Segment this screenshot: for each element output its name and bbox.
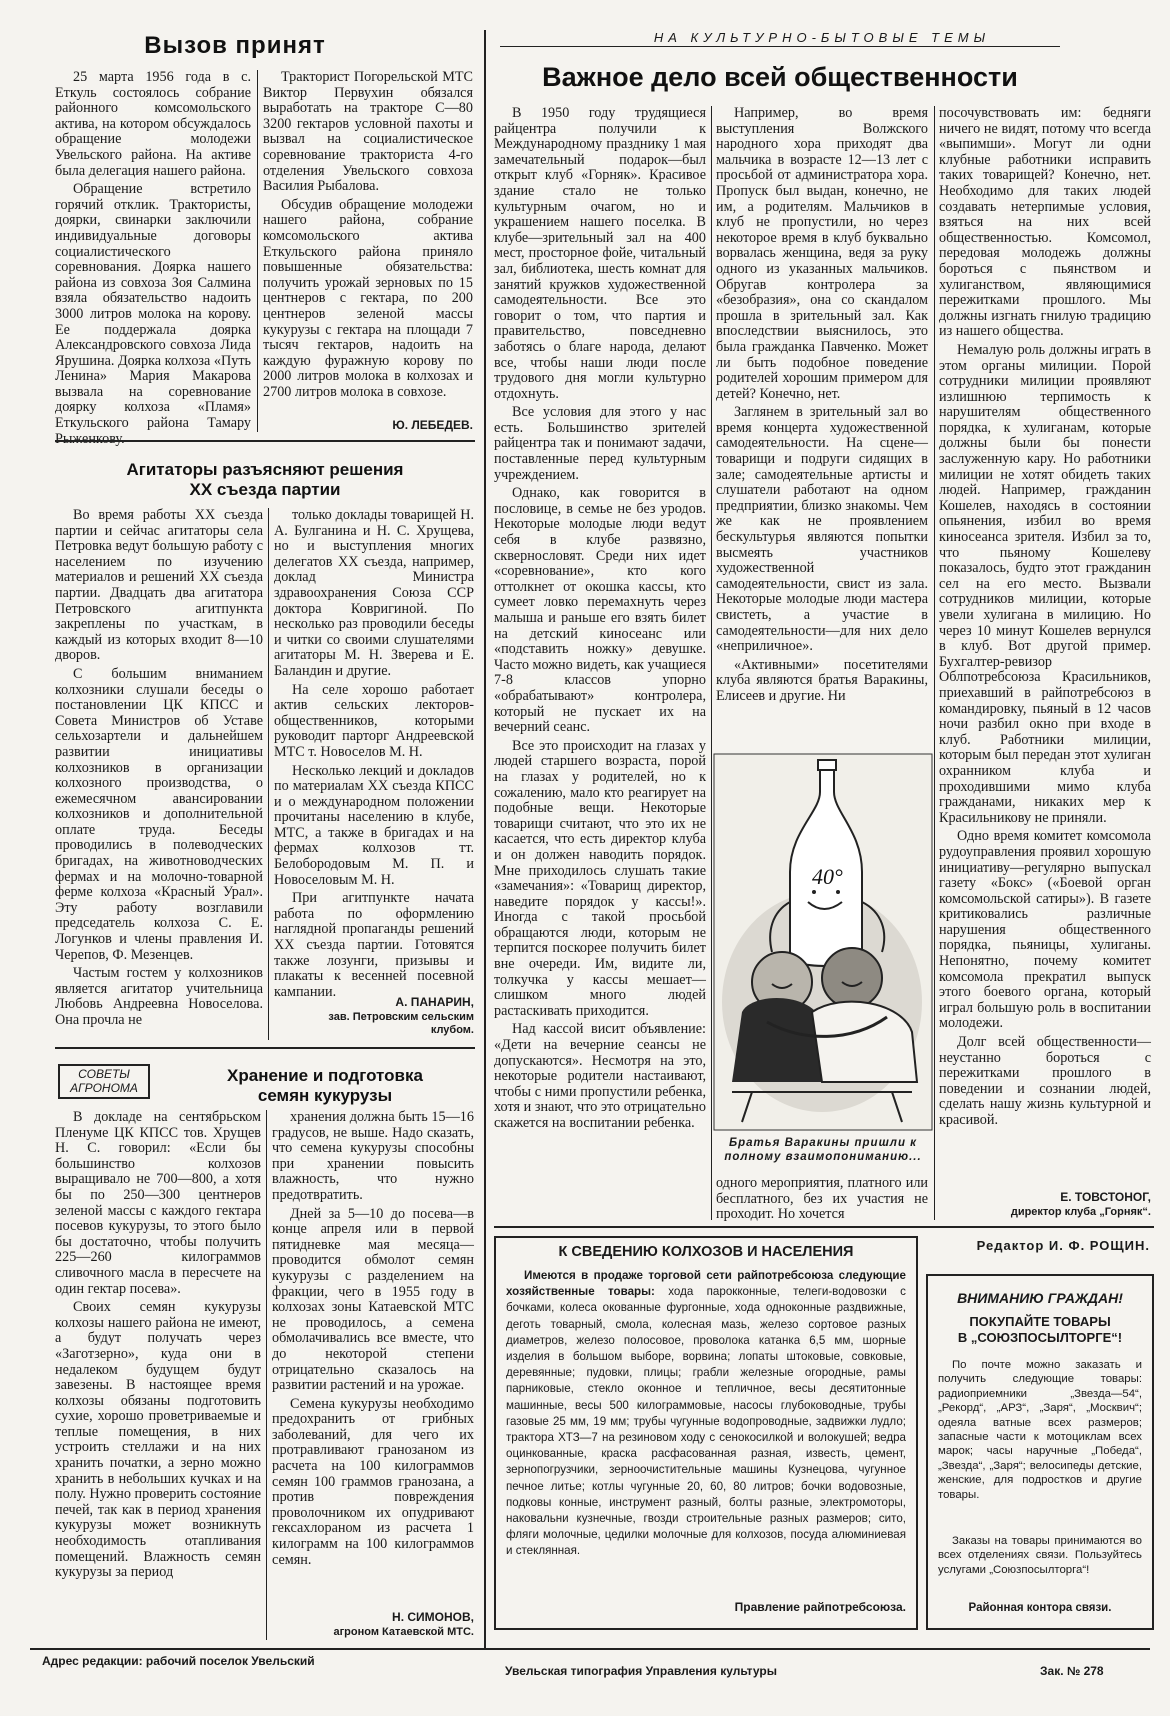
vazhnoe-column-2-bottom bbox=[716, 1175, 928, 1223]
sovety-box-line1: СОВЕТЫ bbox=[78, 1067, 130, 1081]
agitatory-column-2 bbox=[274, 507, 474, 1000]
paragraph: Обращение встретило горячий отклик. Трактористы, доярки, свинарки заключили индивидуальные договоры социалистического соревнования. Доярка нашего района из совхоза Зоя Салмина взяла обязательство надоить 3000 литров молока на корову. Ее поддержала доярка Александровского совхоза Лида Ярушина. Доярка колхоза «Путь Ленина» Мария Макарова вызвала на соревнование доярку колхоза «Пламя» Еткульского района Тамару Рыженкову. bbox=[55, 181, 251, 447]
sovety-agronoma-box bbox=[58, 1064, 150, 1099]
paragraph: «Активными» посетителями клуба являются братья Варакины, Елисеев и другие. Ни bbox=[716, 656, 928, 704]
paragraph: Несколько лекций и докладов по материалам XX съезда КПСС и о международном положении прочитаны населению в клубе, МТС, а также в бригадах и на фермах колхозов тт. Белобородовым М. П. и Новоселовым М. Н. bbox=[274, 762, 474, 888]
vazhnoe-column-3 bbox=[939, 106, 1151, 1186]
footer-printer: Увельская типография Управления культуры bbox=[505, 1664, 777, 1678]
column-divider bbox=[266, 1110, 267, 1640]
sovety-title-line2: семян кукурузы bbox=[257, 1086, 393, 1105]
sovety-signature-role: агроном Катаевской МТС. bbox=[333, 1626, 474, 1638]
paragraph: Все условия для этого у нас есть. Большинство зрителей райцентра так и понимают задачи, поставленные перед культурным учреждением. bbox=[494, 404, 706, 483]
footer-address: Адрес редакции: рабочий поселок Увельский bbox=[42, 1654, 315, 1668]
soyuz-body: По почте можно заказать и получить следующие товары: радиоприемники „Звезда—54“, „Рекорд“, „АРЗ“, „Заря“, „Москвич“; одеяла ватные всех размеров; запасные части к мотоциклам всех марок; часы наручные „Победа“, „Звезда“, „Заря“; велосипеды детские, женские, для подростков и другие товары. bbox=[938, 1359, 1142, 1501]
paragraph: Однако, как говорится в пословице, в семье не без уродов. Некоторые молодые люди ведут себя в клубе развязно, сквернословят. Среди них идет «соревнование», кто кого оттолкнет от окошка кассы, кто сумеет ловко перемахнуть через малыша и раньше его взять билет на детский киносеанс или «подставить ножку» девушке. Часто можно видеть, как учащиеся 7-8 классов упорно «обрабатывают» контролера, который не пускает их на вечерний сеанс. bbox=[494, 485, 706, 736]
header-rule bbox=[500, 46, 1060, 47]
vazhnoe-signature-role: директор клуба „Горняк“. bbox=[1010, 1206, 1151, 1218]
soyuz-body-2: Заказы на товары принимаются во всех отделениях связи. Пользуйтесь услугами „Союзпосылторга“! bbox=[938, 1535, 1142, 1576]
agitatory-title bbox=[55, 460, 475, 500]
paragraph: Тракторист Погорельской МТС Виктор Первухин обязался выработать на тракторе С—80 3200 гектаров условной пахоты и вызвал на социалистическое соревнование тракториста 4-го отделения Увельского совхоза Василия Рыбалова. bbox=[263, 69, 473, 195]
agitatory-signature: А. ПАНАРИН, bbox=[395, 995, 474, 1009]
paragraph: На селе хорошо работает актив сельских лекторов-общественников, которыми руководит парторг Андреевской МТС т. Новоселов М. Н. bbox=[274, 681, 474, 760]
paragraph: Семена кукурузы необходимо предохранить от грибных заболеваний, для чего их протравливают гранозаном из расчета на 100 килограммов семян 100 граммов гранозана, а против повреждения проволочником их опудривают гексахлораном из расчета 1 килограмм на 100 килограммов семян. bbox=[272, 1395, 474, 1568]
column-divider bbox=[257, 70, 258, 432]
column-divider bbox=[934, 106, 935, 1220]
notice-lead: Имеются в продаже торговой сети райпотребсоюза следующие хозяйственные товары: bbox=[506, 1269, 906, 1299]
paragraph: При агитпункте начата работа по оформлению наглядной пропаганды решений XX съезда партии. Готовятся также лозунги, призывы и плакаты к весенней посевной кампании. bbox=[274, 890, 474, 1000]
bottle-label: 40° bbox=[812, 864, 843, 889]
vazhnoe-column-1 bbox=[494, 106, 706, 1220]
soyuz-subtitle-line1: ПОКУПАЙТЕ ТОВАРЫ bbox=[969, 1314, 1111, 1329]
paragraph: Например, во время выступления Волжского народного хора приходят два мальчика в возрасте 12—13 лет с просьбой от администратора хора. Пропуск был выдан, конечно, не им, а родителям. Мальчиков в клуб не пропустили, но через некоторое время в клуб буквально ворвалась женщина, ведя за руку одного из указанных мальчиков. Обругав контролера за «безобразия», она со скандалом прошла в зрительный зал. Как впоследствии выяснилось, это была гражданка Павченко. Может ли быть подобное поведение родителей хорошим примером для детей? Конечно, нет. bbox=[716, 105, 928, 402]
sovety-signature: Н. СИМОНОВ, bbox=[392, 1610, 474, 1624]
page-divider bbox=[484, 30, 486, 1650]
section-rule bbox=[494, 1226, 1154, 1228]
paragraph: Частым гостем у колхозников является агитатор учительница Любовь Андреевна Новоселова. Она прочла не bbox=[55, 965, 263, 1028]
vazhnoe-column-2-top bbox=[716, 106, 928, 746]
notice-body bbox=[506, 1268, 906, 1590]
soyuzposyltorg-box bbox=[926, 1274, 1154, 1630]
notice-signature: Правление райпотребсоюза. bbox=[734, 1600, 906, 1614]
agitatory-signature-role: зав. Петровским сельским клубом. bbox=[328, 1011, 474, 1036]
paragraph: одного мероприятия, платного или бесплатного, без их участия не проходит. Но хочется bbox=[716, 1175, 928, 1223]
agitatory-column-1 bbox=[55, 508, 263, 1040]
vyzov-title: Вызов принят bbox=[144, 32, 326, 59]
paragraph: С большим вниманием колхозники слушали беседы о постановлении ЦК КПСС и Совета Министров об Уставе сельхозартели и дальнейшем развитии инициативы колхозников в организации колхозного производства, о ежемесячном авансировании колхозников и дополнительной оплате труда. Беседы проводились в полеводческих бригадах, на животноводческих фермах и на молочно-товарной ферме колхоза «Красный Урал». Эту работу возглавили председатель колхоза С. Е. Логунков и члены правления И. Черепов, Ф. Мезенцев. bbox=[55, 665, 263, 963]
agitatory-title-line1: Агитаторы разъясняют решения bbox=[126, 460, 404, 479]
notice-title: К СВЕДЕНИЮ КОЛХОЗОВ И НАСЕЛЕНИЯ bbox=[558, 1244, 854, 1260]
section-header: НА КУЛЬТУРНО-БЫТОВЫЕ ТЕМЫ bbox=[653, 30, 991, 45]
sovety-box-line2: АГРОНОМА bbox=[70, 1081, 138, 1095]
paragraph: В 1950 году трудящиеся райцентра получили к Международному празднику 1 мая замечательный подарок—был открыт клуб «Горняк». Красивое здание стало не только культурным очагом, но и украшением нашего поселка. В клубе—зрительный зал на 400 мест, просторное фойе, читальный зал, библиотека, шесть комнат для занятий кружков художественной самодеятельности. Все это говорит о том, что партия и правительство, повседневно заботясь о благе народа, делают все, чтобы наши люди после трудового дня могли культурно отдохнуть. bbox=[494, 105, 706, 402]
paragraph: Все это происходит на глазах у людей старшего возраста, порой на глазах у родителей, но к сожалению, мало кто реагирует на подобные вещи. Некоторые товарищи считают, что это их не касается, что есть директор клуба и он должен наводить порядок. Мне приходилось слушать такие «замечания»: «Товарищ директор, наведите порядок у кассы!». Иногда с такой просьбой обращаются люди, которым не терпится поскорее получить билет вне очереди. Им, видите ли, толкучка у кассы мешает—слишком много людей растаскивать приходится. bbox=[494, 737, 706, 1019]
soyuz-subtitle-line2: В „СОЮЗПОСЫЛТОРГЕ“! bbox=[957, 1330, 1123, 1345]
paragraph: 25 марта 1956 года в с. Еткуль состоялось собрание районного комсомольского актива, на котором обсуждалось обращение молодежи Увельского района. На активе была делегация нашего района. bbox=[55, 69, 251, 179]
paragraph: В докладе на сентябрьском Пленуме ЦК КПСС тов. Хрущев Н. С. говорил: «Если бы большинство колхозов выращивало не 700—800, а хотя бы по 250—300 центнеров зеленой массы с каждого гектара посевов кукурузы, то этого было бы достаточно, чтобы получить 225—260 килограммов сливочного масла в пересчете на один гектар посева». bbox=[55, 1109, 261, 1297]
soyuz-title: ВНИМАНИЮ ГРАЖДАН! bbox=[957, 1290, 1123, 1306]
paragraph: Заглянем в зрительный зал во время концерта художественной самодеятельности. На сцене—товарищи и подруги сидящих в зале; самодеятельные артисты и слушатели работают на одном предприятии, близко знакомы. Чем же как не проявлением бескультурья являются попытки высмеять участников художественной самодеятельности, свист из зала. Некоторые молодые люди мастера свистеть, а участие в самодеятельности—для них дело «неприличное». bbox=[716, 404, 928, 655]
paragraph: только доклады товарищей Н. А. Булганина и Н. С. Хрущева, но и выступления многих делегатов XX съезда, например, доклад Министра здравоохранения Союза ССР доктора Ковригиной. По несколько раз проводили беседы и читки со своими слушателями агитаторы М. Н. Зверева и Е. Баландин и другие. bbox=[274, 507, 474, 679]
section-rule bbox=[55, 1047, 475, 1049]
footer-rule bbox=[30, 1648, 1150, 1650]
vyzov-column-2 bbox=[263, 70, 473, 400]
soyuz-subtitle bbox=[928, 1314, 1152, 1346]
sovety-title bbox=[180, 1066, 470, 1106]
paragraph: Одно время комитет комсомола рудоуправления проявил хорошую инициативу—регулярно выпускал газету «Бокс» («Боевой орган комсомольской сатиры»). В газете критиковались различные нарушения общественного порядка, пьяницы, хулиганы. Непонятно, почему комитет комсомола прекратил выпуск этого боевого органа, который играл большую роль в воспитании молодежи. bbox=[939, 828, 1151, 1032]
sovety-column-1 bbox=[55, 1110, 261, 1640]
sovety-column-2 bbox=[272, 1110, 474, 1606]
column-divider bbox=[268, 508, 269, 1040]
notice-box bbox=[494, 1236, 918, 1630]
paragraph: Во время работы XX съезда партии и сейчас агитаторы села Петровка ведут большую работу с населением по изучению материалов и решений XX съезда партии. Двадцать два агитатора Петровского агитпункта закреплены по участкам, в каждый из которых входит 8—10 дворов. bbox=[55, 507, 263, 664]
soyuz-signature: Районная контора связи. bbox=[968, 1602, 1112, 1614]
section-rule bbox=[55, 440, 475, 442]
vazhnoe-title: Важное дело всей общественности bbox=[542, 62, 1018, 92]
vazhnoe-signature: Е. ТОВСТОНОГ, bbox=[1060, 1190, 1151, 1204]
paragraph: Дней за 5—10 до посева—в конце апреля или в первой пятидневке мая месяца—проводится обмолот семян кукурузы с разделением на фракции, чего в 1955 году в колхозах зоны Катаевской МТС не проводилось, а семена обмолачивались все вместе, что до некоторой степени отрицательно сказалось на развитии растений и на урожае. bbox=[272, 1205, 474, 1394]
paragraph: Немалую роль должны играть в этом органы милиции. Порой сотрудники милиции проявляют излишнюю терпимость к нарушителям общественного порядка, к хулиганам, которые должны были бы понести заслуженную кару. Но работники милиции не хотят обидеть таких людей. Например, гражданин Кошелев, находясь в состоянии опьянения, избил во время киносеанса зрителя. Избил за то, что пьяному Кошелеву показалось, будто этот гражданин сел на его место. Вызвали сотрудников милиции, которые увели хулигана в милицию. Но через 10 минут Кошелев вернулся в клуб. Вот другой пример. Бухгалтер-ревизор Облпотребсоюза Красильников, приехавший в райпотребсоюз в командировку, пьяный в 12 часов ночи разбил окно при входе в клуб. Работники милиции, которым был передан этот хулиган охранником клуба и проходившими мимо клуба гражданами, никаких мер к Красильникову не приняли. bbox=[939, 341, 1151, 826]
cartoon-caption: Братья Варакины пришли к полному взаимопониманию... bbox=[724, 1137, 922, 1163]
paragraph: Долг всей общественности—неустанно бороться с пережитками прошлого в поведении и сознании людей, сделать нашу жизнь культурной и красивой. bbox=[939, 1034, 1151, 1128]
paragraph: Своих семян кукурузы колхозы нашего района не имеют, а будут получать через «Заготзерно», куда они в недалеком будущем будут завезены. В настоящее время колхозы обязаны подготовить сухие, хорошо проветриваемые и теплые помещения, в них устроить стеллажи и на них хранить початки, а зерно можно хранить в небольших кучках и на полу. Нужно проверить состояние печей, так как в период хранения кукурузы может возникнуть необходимость отапливания помещений. Влажность семян кукурузы за период bbox=[55, 1299, 262, 1581]
editor-line: Редактор И. Ф. РОЩИН. bbox=[976, 1238, 1150, 1253]
sovety-title-line1: Хранение и подготовка bbox=[227, 1066, 423, 1085]
footer-order: Зак. № 278 bbox=[1040, 1664, 1104, 1678]
paragraph: Обсудив обращение молодежи нашего района, собрание комсомольского актива Еткульского района приняло повышенные обязательства: получить урожай зерновых по 15 центнеров с гектара, по 200 центнеров зеленой массы кукурузы с гектара на площади 7 тысяч гектаров, надоить на каждую фуражную корову по 2000 литров молока в колхозах и 2700 литров молока в совхозе. bbox=[263, 196, 473, 400]
vyzov-column-1 bbox=[55, 69, 251, 447]
notice-items: хода парокконные, телеги-водовозки с бочками, колеса окованные фургонные, хода одноконные раздвижные, деготь товарный, смола, колесная мазь, железо сортовое разных диаметров, железо полосовое, проволока катанка 6,5 мм, шорные изделия в большом выборе, ворвина; лопаты штоковые, совковые, деревянные; пудовки, плицы; грабли железные огородные, рамы парниковые, стекло оконное и тепличное, весы десятитонные машинные, весы 500 килограммовые, насосы глубоководные, трубы газовые 25 мм, 19 мм; трубы чугунные водопроводные, задвижки лудло; трактора ХТЗ—7 на резиновом ходу с сенокосилкой и волокушей; ведра оцинкованные, краска расфасованная разная, известь, цемент, зернопогрузчики, зерноочистительные машины Кузнецова, чугунное печное литье; котлы чугунные 20, 60, 80 литров; бочки водовозные, подковы конные, инструмент разный, болты разные, электромоторы, наковальни кузнечные, гвозди строительные разных размеров; сито, фляги молочные, цедилки молочные для колхозов, посуда алюминиевая и стеклянная. bbox=[506, 1285, 906, 1558]
paragraph: посочувствовать им: бедняги ничего не видят, потому что всегда «выпимши». Могут ли одни клубные работники исправить таких товарищей? Конечно, нет. Необходимо для таких людей создавать нетерпимые условия, взяться на них всей общественностью. Комсомол, передовая молодежь должны бороться с пьянством и хулиганством, являющимися пережитками прошлого. Мы должны изгнать гнилую традицию из нашего общества. bbox=[939, 105, 1151, 340]
cartoon-illustration bbox=[712, 752, 934, 1132]
agitatory-title-line2: XX съезда партии bbox=[189, 480, 341, 499]
paragraph: Над кассой висит объявление: «Дети на вечерние сеансы не допускаются». Несмотря на это, некоторые родители настаивают, чтобы с ними пропустили ребенка, хотя и знают, что это отрицательно скажется на воспитании ребенка. bbox=[494, 1021, 706, 1131]
vyzov-signature: Ю. ЛЕБЕДЕВ. bbox=[392, 418, 473, 432]
paragraph: хранения должна быть 15—16 градусов, не выше. Надо сказать, что семена кукурузы способны при хранении повысить влажность, что нужно предотвратить. bbox=[272, 1109, 474, 1203]
